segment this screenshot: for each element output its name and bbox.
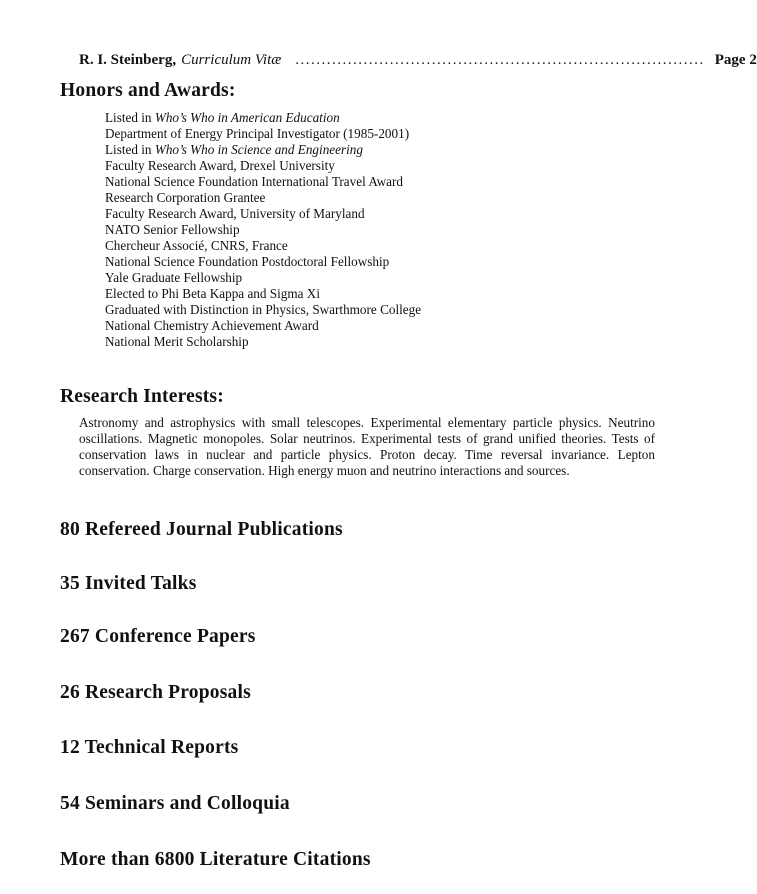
seminars-heading: 54 Seminars and Colloquia bbox=[60, 793, 290, 814]
research-heading: Research Interests: bbox=[60, 386, 224, 407]
honor-item: Listed in Who’s Who in American Education bbox=[105, 110, 340, 125]
honor-item: Research Corporation Grantee bbox=[105, 190, 266, 205]
running-header bbox=[79, 52, 757, 72]
research-interests-text: Astronomy and astrophysics with small telescopes. Experimental elementary particle physics. Neutrino oscillations. Magnetic monopoles. Solar neutrinos. Experimental tests of grand unified theories. Tests of conservation laws in nuclear and particle physics. Proton decay. Time reversal invariance. Lepton conservation. Charge conservation. High energy muon and neutrino interactions and sources. bbox=[79, 415, 655, 478]
research-proposals-heading: 26 Research Proposals bbox=[60, 682, 251, 703]
honor-item: Elected to Phi Beta Kappa and Sigma Xi bbox=[105, 286, 320, 301]
citations-heading: More than 6800 Literature Citations bbox=[60, 849, 371, 870]
conference-papers-heading: 267 Conference Papers bbox=[60, 626, 256, 647]
honor-item: National Merit Scholarship bbox=[105, 334, 249, 349]
author-name: R. I. Steinberg, bbox=[79, 52, 177, 68]
honor-item: Graduated with Distinction in Physics, Swarthmore College bbox=[105, 302, 422, 317]
honor-item: Department of Energy Principal Investigator (1985-2001) bbox=[105, 126, 410, 141]
honor-item: National Science Foundation Postdoctoral Fellowship bbox=[105, 254, 390, 269]
honor-item: NATO Senior Fellowship bbox=[105, 222, 240, 237]
honor-item: Listed in Who’s Who in Science and Engineering bbox=[105, 142, 363, 157]
publications-heading: 80 Refereed Journal Publications bbox=[60, 519, 343, 540]
honors-heading: Honors and Awards: bbox=[60, 80, 236, 101]
honors-list bbox=[105, 110, 421, 350]
document-title: Curriculum Vitæ bbox=[181, 52, 282, 68]
dot-leader: .............................................................................. bbox=[295, 52, 705, 68]
honor-item: National Chemistry Achievement Award bbox=[105, 318, 319, 333]
technical-reports-heading: 12 Technical Reports bbox=[60, 737, 239, 758]
honor-item: Chercheur Associé, CNRS, France bbox=[105, 238, 288, 253]
invited-talks-heading: 35 Invited Talks bbox=[60, 573, 197, 594]
honor-item: Yale Graduate Fellowship bbox=[105, 270, 243, 285]
honor-item: Faculty Research Award, Drexel University bbox=[105, 158, 335, 173]
page-number: Page 2 bbox=[714, 52, 757, 68]
honor-item: National Science Foundation International Travel Award bbox=[105, 174, 404, 189]
honor-item: Faculty Research Award, University of Maryland bbox=[105, 206, 365, 221]
